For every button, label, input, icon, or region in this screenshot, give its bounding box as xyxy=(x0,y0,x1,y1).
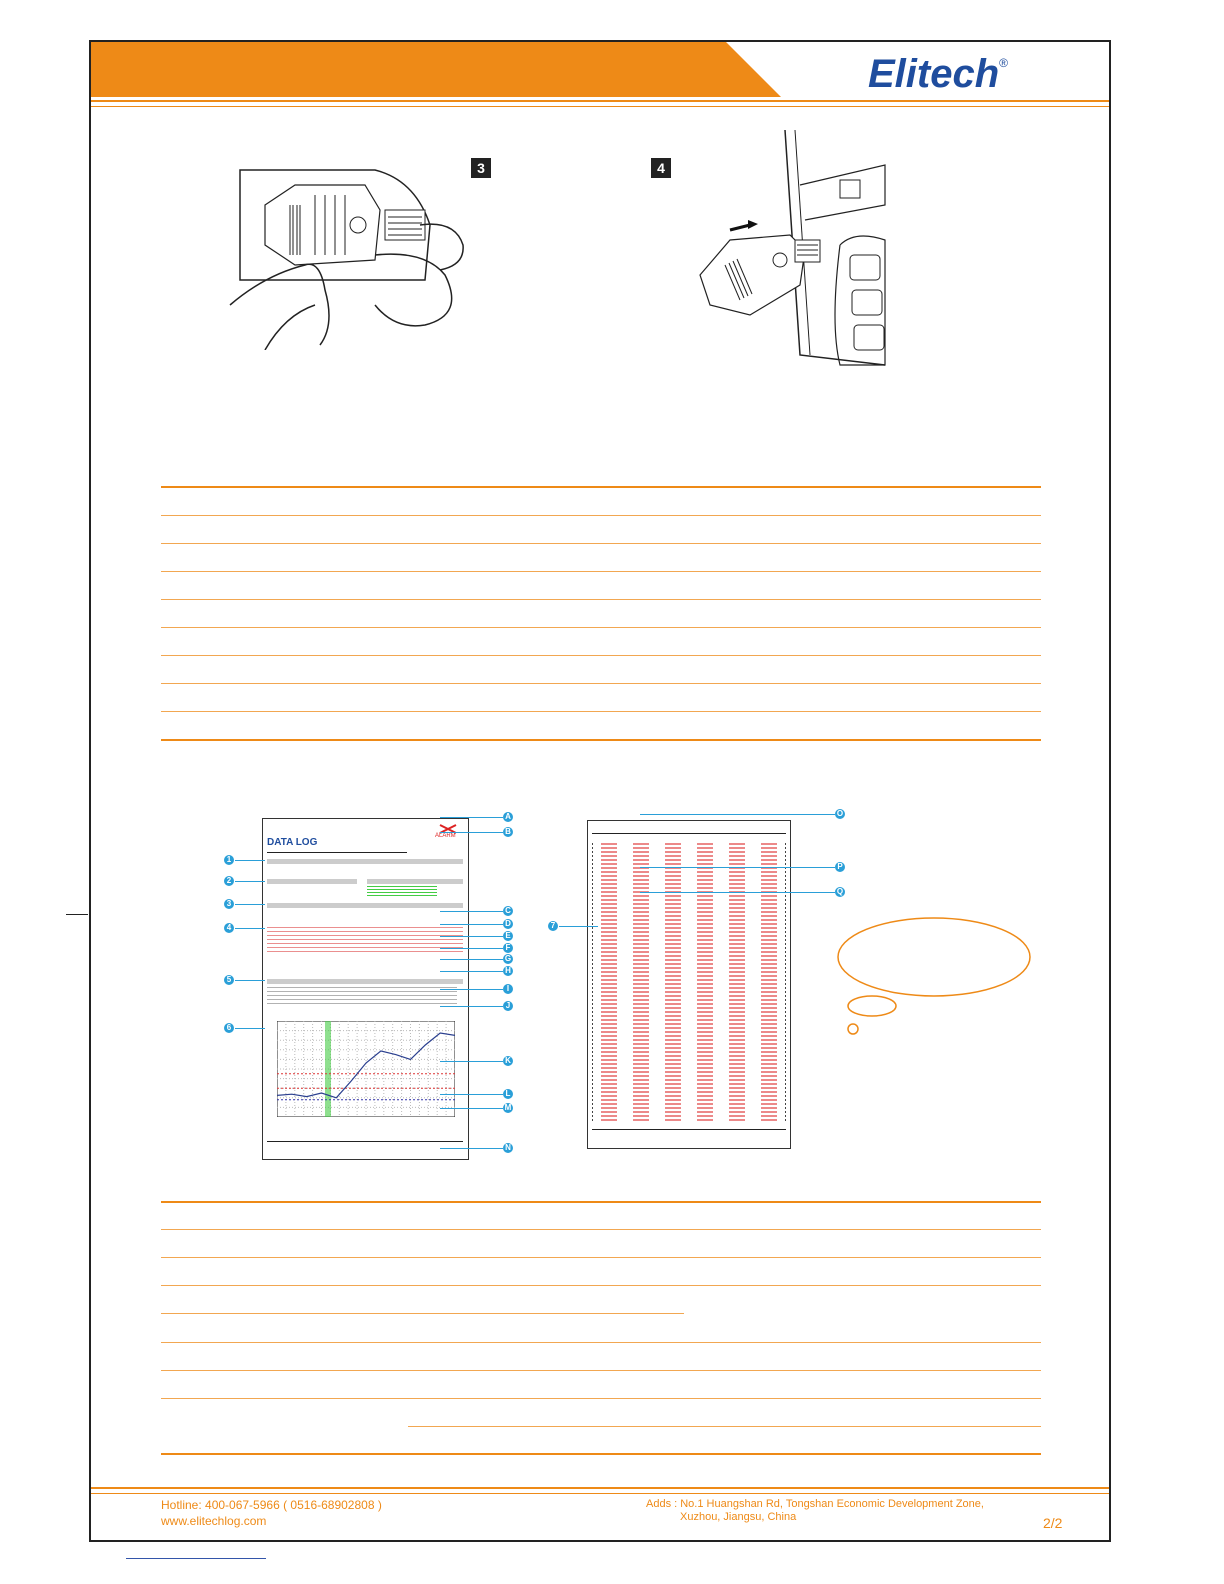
table-rule xyxy=(161,599,1041,600)
callout-leader xyxy=(235,1028,265,1029)
callout-e: E xyxy=(503,931,513,941)
table-rule xyxy=(161,1257,1041,1258)
footer-rule-thin xyxy=(91,1493,1109,1494)
address-line-1: Adds : No.1 Huangshan Rd, Tongshan Economic Development Zone, xyxy=(646,1498,984,1510)
report-title: DATA LOG xyxy=(267,837,318,848)
table-rule xyxy=(161,1285,1041,1286)
table-rule xyxy=(161,1398,1041,1399)
alarm-band xyxy=(325,1021,331,1117)
callout-leader xyxy=(235,904,265,905)
callout-leader xyxy=(235,928,265,929)
table-rule xyxy=(161,543,1041,544)
temperature-chart xyxy=(277,1021,455,1117)
step-4-illustration xyxy=(690,125,890,370)
callout-p: P xyxy=(835,862,845,872)
footer-rule xyxy=(91,1487,1109,1489)
alarm-label: ALARM xyxy=(435,833,456,839)
callout-3: 3 xyxy=(224,899,234,909)
table-rule xyxy=(161,711,1041,712)
callout-leader xyxy=(559,926,598,927)
callout-c: C xyxy=(503,906,513,916)
callout-leader xyxy=(440,911,503,912)
step-3-badge: 3 xyxy=(471,158,491,178)
callout-leader xyxy=(440,1006,503,1007)
page-number: 2/2 xyxy=(1043,1515,1063,1531)
callout-o: O xyxy=(836,809,844,818)
table-rule xyxy=(161,486,1041,488)
table-rule xyxy=(408,1426,1041,1427)
website-link[interactable]: www.elitechlog.com xyxy=(161,1514,267,1528)
callout-leader xyxy=(640,892,835,893)
table-rule xyxy=(161,1201,1041,1203)
callout-leader xyxy=(440,959,503,960)
callout-1: 1 xyxy=(224,855,234,865)
callout-6: 6 xyxy=(224,1023,234,1033)
callout-q: Q xyxy=(836,887,844,896)
callout-5: 5 xyxy=(224,975,234,985)
callout-leader xyxy=(235,980,265,981)
callout-leader xyxy=(640,814,835,815)
callout-k: K xyxy=(503,1056,513,1066)
callout-leader xyxy=(440,971,503,972)
table-rule xyxy=(161,627,1041,628)
table-rule xyxy=(161,571,1041,572)
header-banner xyxy=(91,42,781,97)
callout-7: 7 xyxy=(548,921,558,931)
callout-leader xyxy=(235,860,265,861)
callout-leader xyxy=(440,832,503,833)
callout-leader xyxy=(440,1061,503,1062)
table-rule xyxy=(161,1342,1041,1343)
callout-j: J xyxy=(503,1001,513,1011)
callout-2: 2 xyxy=(224,876,234,886)
callout-leader xyxy=(440,989,503,990)
data-list-report xyxy=(587,820,791,1149)
callout-i: I xyxy=(503,984,513,994)
table-rule xyxy=(161,655,1041,656)
table-rule xyxy=(161,1370,1041,1371)
callout-leader xyxy=(640,867,835,868)
table-rule xyxy=(161,515,1041,516)
callout-l: L xyxy=(503,1089,513,1099)
callout-h: H xyxy=(503,966,513,976)
callout-leader xyxy=(440,817,503,818)
side-mark xyxy=(66,914,88,915)
header-rule-thin xyxy=(91,106,1109,107)
callout-f: F xyxy=(503,943,513,953)
callout-d: D xyxy=(503,919,513,929)
callout-4: 4 xyxy=(224,923,234,933)
table-rule xyxy=(161,1313,684,1314)
callout-a: A xyxy=(503,812,513,822)
callout-leader xyxy=(235,881,265,882)
callout-n: N xyxy=(503,1143,513,1153)
callout-leader xyxy=(440,1148,503,1149)
thought-bubble xyxy=(836,915,1036,1040)
elitech-logo: Elitech® xyxy=(868,52,1008,96)
callout-leader xyxy=(440,924,503,925)
bottom-link-underline xyxy=(126,1558,266,1559)
callout-leader xyxy=(440,1094,503,1095)
callout-leader xyxy=(440,948,503,949)
data-log-report xyxy=(262,818,469,1160)
callout-m: M xyxy=(504,1103,512,1112)
table-rule xyxy=(161,1453,1041,1455)
alarm-icon xyxy=(438,823,458,835)
callout-b: B xyxy=(503,827,513,837)
step-4-badge: 4 xyxy=(651,158,671,178)
step-3-illustration xyxy=(225,165,470,350)
table-rule xyxy=(161,683,1041,684)
table-rule xyxy=(161,739,1041,741)
header-rule xyxy=(91,100,1109,102)
hotline: Hotline: 400-067-5966 ( 0516-68902808 ) xyxy=(161,1498,382,1512)
address-line-2: Xuzhou, Jiangsu, China xyxy=(680,1511,797,1523)
callout-g: G xyxy=(504,954,512,963)
callout-leader xyxy=(440,1108,503,1109)
callout-leader xyxy=(440,936,503,937)
table-rule xyxy=(161,1229,1041,1230)
